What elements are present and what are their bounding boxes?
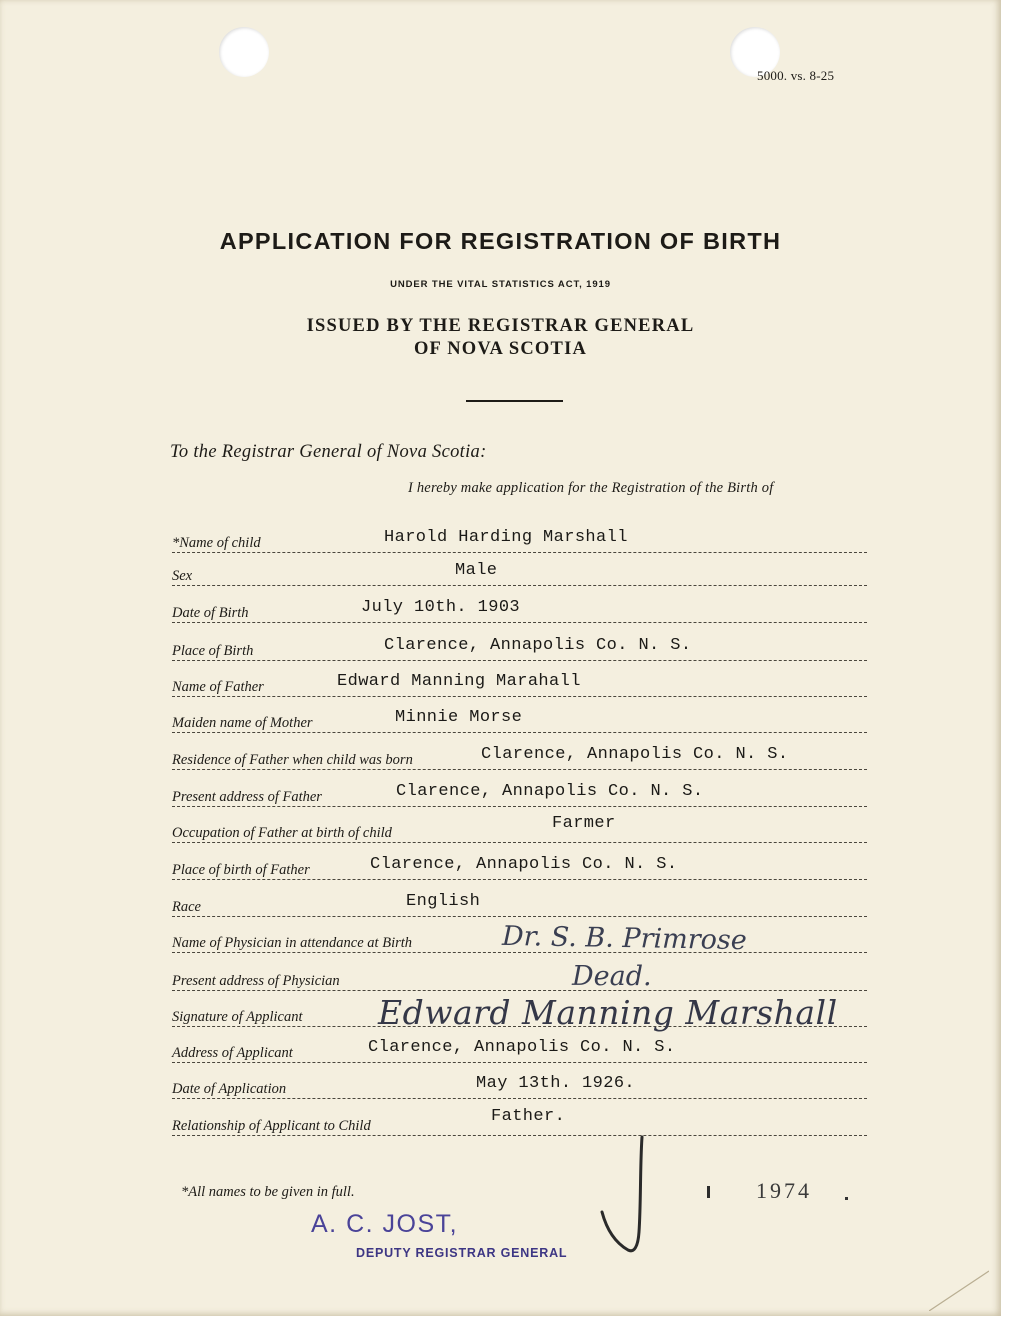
form-title: APPLICATION FOR REGISTRATION OF BIRTH [219,228,782,254]
field-value: Clarence, Annapolis Co. N. S. [370,855,678,874]
applicant-signature: Edward Manning Marshall [378,993,838,1032]
field-value: Male [455,561,498,580]
field-label: Race [172,899,201,915]
field-label: Sex [172,568,193,584]
field-label: Signature of Applicant [172,1009,303,1025]
pen-dot-mark [845,1197,848,1200]
field-value: July 10th. 1903 [361,598,521,617]
field-value-handwritten: Dead. [572,961,652,992]
field-relationship-to-child [172,1105,867,1136]
field-value: Edward Manning Marahall [337,672,581,691]
field-residence-of-father [172,739,867,770]
field-occupation-of-father [172,812,867,843]
form-subtitle: UNDER THE VITAL STATISTICS ACT, 1919 [390,279,611,290]
field-label: Address of Applicant [172,1045,293,1061]
issuing-authority [0,315,1001,361]
field-value: Father. [491,1107,566,1126]
folded-corner-icon [929,1261,989,1311]
field-value: Farmer [552,814,616,833]
field-label: Name of Father [172,679,264,695]
field-label: Occupation of Father at birth of child [172,825,392,841]
issued-line-1: ISSUED BY THE REGISTRAR GENERAL [306,316,695,336]
salutation: To the Registrar General of Nova Scotia: [170,442,487,462]
field-label: Name of Physician in attendance at Birth [172,935,413,951]
field-label: Present address of Physician [172,973,340,989]
field-label: Place of Birth [172,643,254,659]
field-name-of-father [172,666,867,697]
field-sex [172,555,867,586]
field-value: Clarence, Annapolis Co. N. S. [368,1038,676,1057]
field-value: Clarence, Annapolis Co. N. S. [384,636,692,655]
field-label: Maiden name of Mother [172,715,313,731]
field-place-of-birth [172,630,867,661]
field-address-of-applicant [172,1032,867,1063]
field-maiden-name-of-mother [172,702,867,733]
field-signature-of-applicant [172,993,867,1032]
field-date-of-birth [172,592,867,623]
field-value: May 13th. 1926. [476,1074,636,1093]
form-number: 5000. vs. 8-25 [757,68,835,83]
footnote: *All names to be given in full. [181,1184,355,1200]
check-mark-icon [598,1132,658,1257]
field-value: Clarence, Annapolis Co. N. S. [396,782,704,801]
field-present-address-of-physician [172,960,867,991]
field-value: Harold Harding Marshall [384,528,628,547]
field-present-address-of-father [172,776,867,807]
title-divider [466,400,563,402]
issued-line-2: OF NOVA SCOTIA [413,339,588,359]
field-race [172,886,867,917]
field-label: *Name of child [172,535,261,551]
field-label: Date of Application [172,1081,287,1097]
registrar-stamp-title: DEPUTY REGISTRAR GENERAL [356,1246,568,1260]
field-name-of-child [172,522,867,553]
field-label: Residence of Father when child was born [172,752,413,768]
field-name-of-physician [172,920,867,957]
registrar-stamp-name: A. C. JOST, [311,1210,459,1238]
intro-text: I hereby make application for the Registration of the Birth of [408,480,774,496]
field-value: Minnie Morse [395,708,523,727]
field-label: Relationship of Applicant to Child [172,1118,371,1134]
field-date-of-application [172,1068,867,1099]
document-number: 1974 [756,1178,812,1203]
field-place-of-birth-of-father [172,849,867,880]
field-value: English [406,892,481,911]
field-label: Date of Birth [172,605,249,621]
pen-tick-mark [707,1186,710,1198]
field-value-handwritten: Dr. S. B. Primrose [501,920,748,957]
field-label: Place of birth of Father [172,862,310,878]
field-value: Clarence, Annapolis Co. N. S. [481,745,789,764]
field-label: Present address of Father [172,789,322,805]
punch-hole-left [219,27,269,77]
